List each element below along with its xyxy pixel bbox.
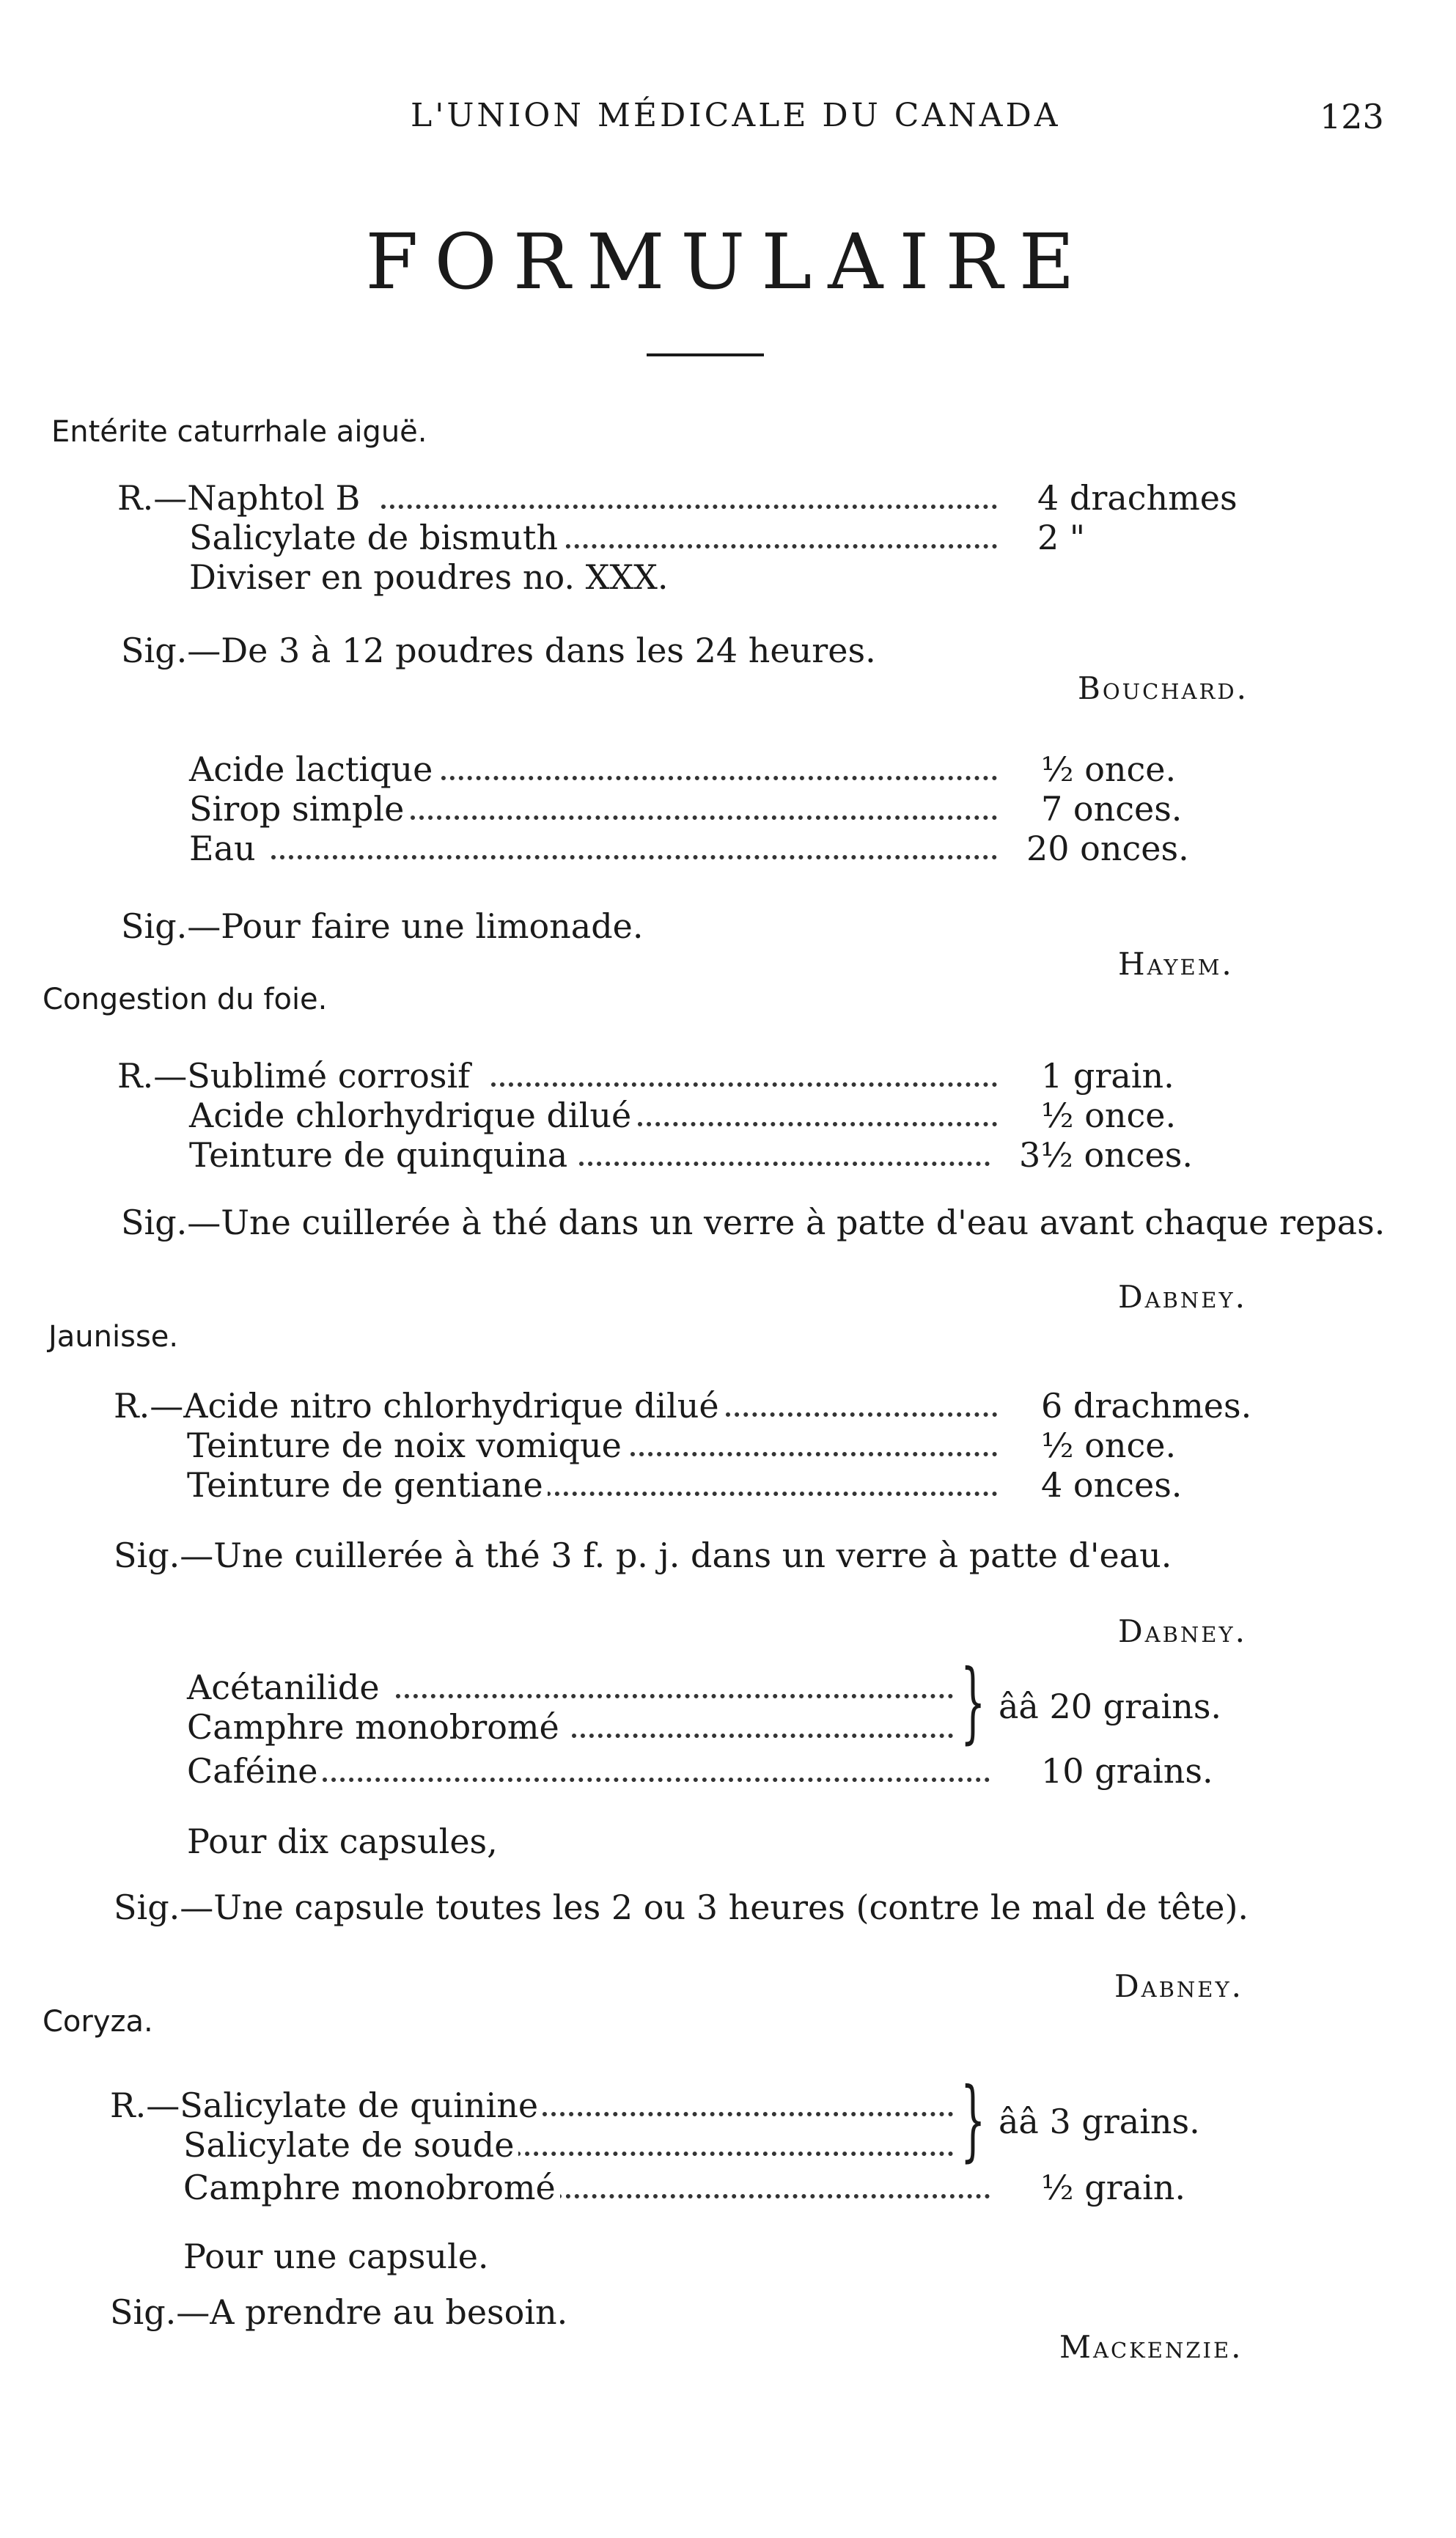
signature-line: Sig.—Pour faire une limonade. [121, 906, 644, 946]
formula-line: Sirop simple [189, 789, 408, 829]
note-line: Pour dix capsules, [187, 1822, 498, 1861]
author-name: Hayem. [1118, 946, 1234, 982]
formula-quantity: 4 drachmes [1037, 478, 1238, 518]
author-name: Dabney. [1118, 1613, 1247, 1649]
author-name: Dabney. [1114, 1968, 1243, 2004]
formula-quantity: ââ 20 grains. [999, 1687, 1222, 1726]
formula-quantity: ½ once. [1041, 749, 1177, 789]
signature-line: Sig.—De 3 à 12 poudres dans les 24 heures. [121, 631, 876, 670]
formula-line: Salicylate de soude [183, 2125, 518, 2165]
brace-icon: } [960, 1651, 986, 1753]
signature-line: Sig.—Une cuillerée à thé dans un verre à patte d'eau avant chaque repas. [121, 1203, 1386, 1242]
section-heading-jaunisse: Jaunisse. [48, 1320, 179, 1354]
formula-line: R.—Sublimé corrosif [117, 1056, 474, 1096]
section-heading-coryza: Coryza. [43, 2005, 153, 2039]
note-line: Pour une capsule. [183, 2237, 489, 2276]
formula-quantity: 6 drachmes. [1041, 1386, 1252, 1426]
formula-quantity: ââ 3 grains. [999, 2102, 1200, 2141]
dot-leader [323, 1778, 990, 1782]
formula-quantity: 10 grains. [1041, 1751, 1213, 1791]
formula-quantity: ½ once. [1041, 1096, 1177, 1135]
dot-leader [726, 1412, 997, 1417]
author-name: Mackenzie. [1059, 2329, 1243, 2365]
signature-line: Sig.—Une cuillerée à thé 3 f. p. j. dans un verre à patte d'eau. [114, 1536, 1172, 1575]
formula-line: Caféine [187, 1751, 322, 1791]
formula-quantity: 1 grain. [1041, 1056, 1174, 1096]
dot-leader [499, 2152, 953, 2156]
dot-leader [543, 2112, 953, 2116]
dot-leader [579, 1162, 990, 1166]
formula-line: Camphre monobromé [183, 2168, 560, 2207]
dot-leader [572, 1734, 953, 1738]
dot-leader [630, 1452, 997, 1456]
section-heading-enterite: Entérite caturrhale aiguë. [51, 415, 427, 449]
author-name: Dabney. [1118, 1279, 1247, 1315]
dot-leader [381, 505, 997, 509]
running-head: L'UNION MÉDICALE DU CANADA [411, 97, 1061, 134]
dot-leader [396, 1694, 953, 1698]
formula-line: Acétanilide [187, 1668, 384, 1707]
signature-line: Sig.—A prendre au besoin. [110, 2292, 568, 2332]
formula-line: Diviser en poudres no. XXX. [189, 557, 669, 597]
formula-quantity: 2 " [1037, 518, 1086, 557]
formula-line: Teinture de gentiane [187, 1465, 548, 1505]
dot-leader [557, 2194, 990, 2198]
dot-leader [557, 544, 997, 549]
page-title: FORMULAIRE [365, 217, 1091, 307]
formula-line: Salicylate de bismuth [189, 518, 562, 557]
title-rule [647, 353, 764, 356]
formula-quantity: ½ once. [1041, 1426, 1177, 1465]
formula-quantity: 3½ onces. [1019, 1135, 1194, 1175]
formula-line: Teinture de noix vomique [187, 1426, 626, 1465]
formula-line: R.—Naphtol B [117, 478, 364, 518]
dot-leader [491, 1082, 997, 1087]
signature-line: Sig.—Une capsule toutes les 2 ou 3 heures (contre le mal de tête). [114, 1888, 1249, 1927]
formula-quantity: 7 onces. [1041, 789, 1183, 829]
dot-leader [638, 1122, 997, 1126]
section-heading-congestion: Congestion du foie. [43, 983, 328, 1016]
brace-icon: } [960, 2069, 986, 2171]
formula-quantity: 20 onces. [1026, 829, 1189, 868]
dot-leader [411, 815, 997, 820]
formula-line: Acide lactique [189, 749, 437, 789]
formula-line: Eau [189, 829, 260, 868]
formula-line: Camphre monobromé [187, 1707, 564, 1747]
formula-line: R.—Acide nitro chlorhydrique dilué [114, 1386, 724, 1426]
formula-quantity: ½ grain. [1041, 2168, 1186, 2207]
formula-quantity: 4 onces. [1041, 1465, 1183, 1505]
dot-leader [271, 855, 997, 859]
formula-line: Acide chlorhydrique dilué [189, 1096, 636, 1135]
dot-leader [546, 1492, 997, 1496]
formula-line: R.—Salicylate de quinine [110, 2086, 543, 2125]
page-number: 123 [1320, 97, 1384, 136]
author-name: Bouchard. [1078, 670, 1249, 706]
formula-line: Teinture de quinquina [189, 1135, 572, 1175]
dot-leader [433, 776, 997, 780]
